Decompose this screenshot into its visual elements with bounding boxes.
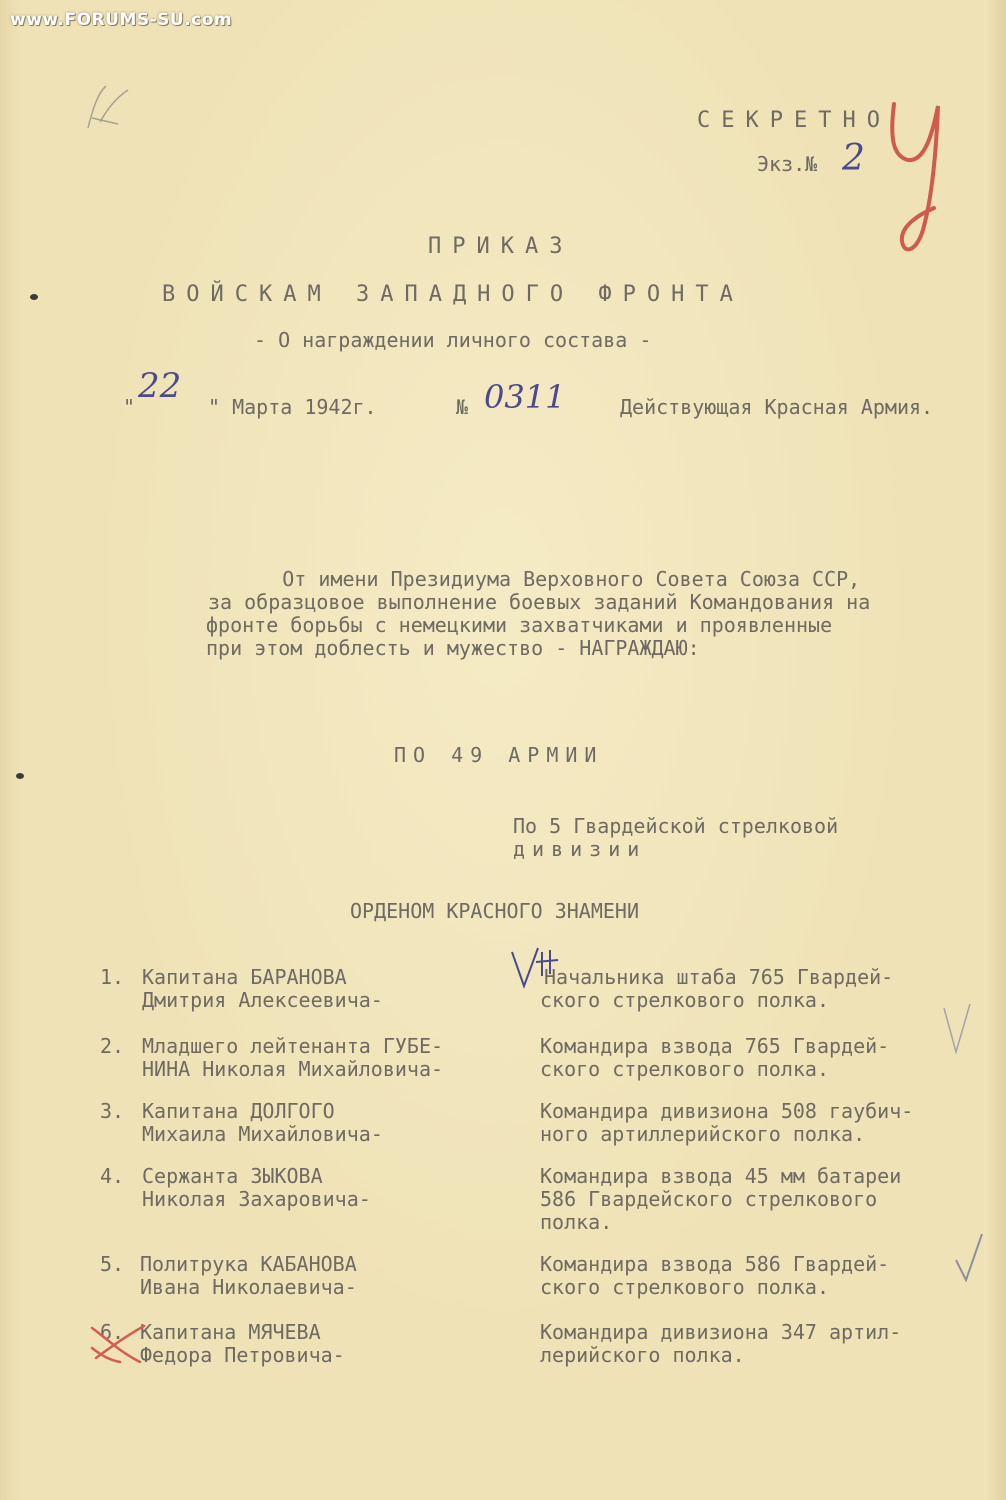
red-pencil-mark: [880, 96, 960, 266]
entry-position: 586 Гвардейского стрелкового: [540, 1187, 878, 1211]
order-topic: - О награждении личного состава -: [254, 328, 652, 352]
entry-position: ского стрелкового полка.: [540, 1275, 829, 1299]
entry-name: НИНА Николая Михайловича-: [142, 1057, 444, 1081]
division-line: дивизии: [513, 837, 647, 861]
watermark: www.FORUMS-SU.com: [10, 10, 233, 30]
entry-name: Капитана ДОЛГОГО: [142, 1099, 335, 1123]
entry-position: Начальника штаба 765 Гвардей-: [544, 965, 894, 989]
entry-name: Сержанта ЗЫКОВА: [142, 1164, 323, 1188]
order-number: 0311: [484, 378, 566, 416]
entry-name: Дмитрия Алексеевича-: [142, 988, 383, 1012]
award-heading: ОРДЕНОМ КРАСНОГО ЗНАМЕНИ: [350, 899, 639, 923]
entry-position: Командира дивизиона 347 артил-: [540, 1320, 902, 1344]
entry-name: Николая Захаровича-: [142, 1187, 371, 1211]
red-x-mark: [86, 1318, 150, 1368]
division-line: По 5 Гвардейской стрелковой: [513, 814, 839, 838]
pencil-check-mark: [952, 1230, 992, 1290]
entry-position: Командира взвода 45 мм батареи: [540, 1164, 902, 1188]
entry-name: Федора Петровича-: [140, 1343, 345, 1367]
copy-number: 2: [842, 138, 865, 179]
entry-name: Ивана Николаевича-: [140, 1275, 357, 1299]
preamble-line: От имени Президиума Верховного Совета Союза ССР,: [210, 567, 861, 591]
entry-position: ского стрелкового полка.: [540, 1057, 829, 1081]
entry-number: 2.: [100, 1034, 125, 1058]
secret-label: СЕКРЕТНО: [697, 108, 891, 133]
order-date: " Марта 1942г.: [208, 395, 377, 419]
entry-number: 6.: [100, 1320, 125, 1344]
entry-name: Михаила Михайловича-: [142, 1122, 383, 1146]
entry-name: Капитана МЯЧЕВА: [140, 1320, 321, 1344]
entry-number: 5.: [100, 1252, 125, 1276]
entry-position: полка.: [540, 1210, 613, 1234]
entry-position: Командира дивизиона 508 гаубич-: [540, 1099, 914, 1123]
pencil-check-mark: [940, 1000, 980, 1060]
entry-position: ного артиллерийского полка.: [540, 1122, 866, 1146]
order-title: ПРИКАЗ: [428, 234, 574, 259]
entry-number: 4.: [100, 1164, 125, 1188]
entry-number: 3.: [100, 1099, 125, 1123]
entry-name: Младшего лейтенанта ГУБЕ-: [142, 1034, 444, 1058]
preamble-line: фронте борьбы с немецкими захватчиками и проявленные: [206, 613, 833, 637]
preamble-line: при этом доблесть и мужество - НАГРАЖДАЮ:: [206, 636, 700, 660]
place-line: Действующая Красная Армия.: [620, 395, 934, 419]
entry-position: Командира взвода 765 Гвардей-: [540, 1034, 890, 1058]
check-mark: [508, 942, 568, 992]
entry-position: Командира взвода 586 Гвардей-: [540, 1252, 890, 1276]
entry-position: ского стрелкового полка.: [540, 988, 829, 1012]
entry-number: 1.: [100, 965, 125, 989]
entry-name: Политрука КАБАНОВА: [140, 1252, 357, 1276]
entry-position: лерийского полка.: [540, 1343, 745, 1367]
preamble-line: за образцовое выполнение боевых заданий Командования на: [208, 590, 871, 614]
army-heading: ПО 49 АРМИИ: [394, 743, 604, 767]
stamp-mark: [78, 78, 138, 138]
binding-hole: [16, 773, 24, 779]
binding-hole: [30, 294, 38, 300]
number-label: №: [456, 395, 469, 419]
order-subtitle: ВОЙСКАМ ЗАПАДНОГО ФРОНТА: [162, 282, 744, 307]
order-day: 22: [138, 366, 182, 406]
entry-name: Капитана БАРАНОВА: [142, 965, 347, 989]
date-open-quote: ": [123, 395, 136, 419]
copy-label: Экз.№: [757, 152, 818, 176]
